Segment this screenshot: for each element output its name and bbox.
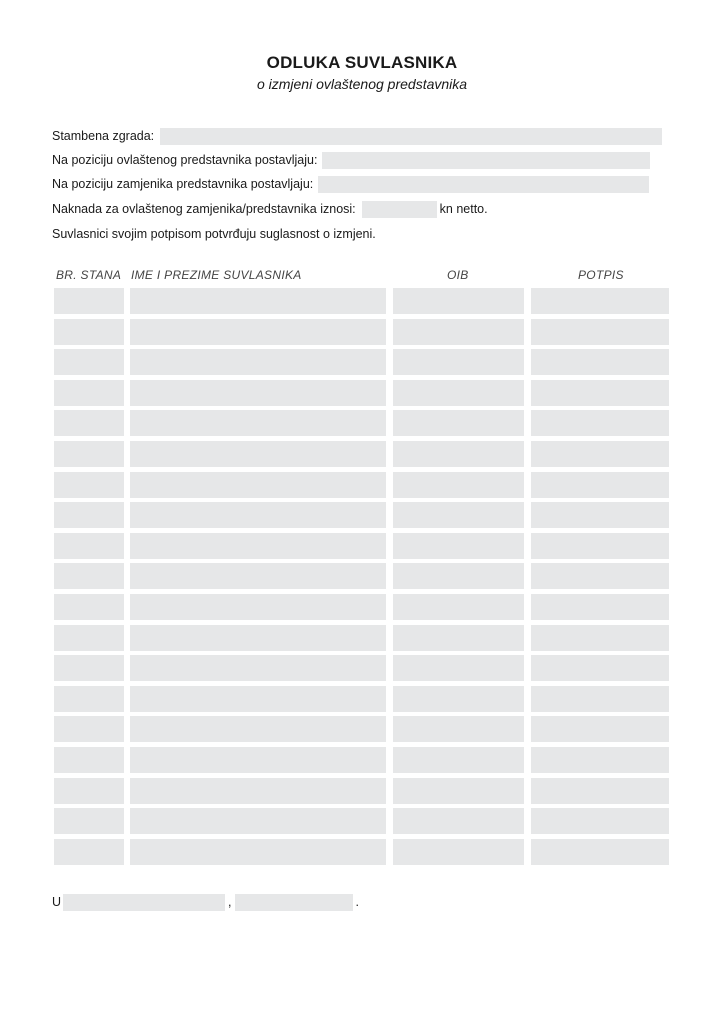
oib-cell[interactable] — [393, 839, 524, 865]
deputy-row — [52, 175, 649, 193]
signature-cell[interactable] — [531, 625, 669, 651]
signature-cell[interactable] — [531, 319, 669, 345]
document-subtitle: o izmjeni ovlaštenog predstavnika — [256, 76, 468, 92]
building-row — [52, 127, 662, 145]
owner-name-cell[interactable] — [130, 441, 386, 467]
signature-cell[interactable] — [531, 380, 669, 406]
oib-cell[interactable] — [393, 533, 524, 559]
oib-cell[interactable] — [393, 319, 524, 345]
comma: , — [228, 895, 232, 909]
signature-cell[interactable] — [531, 839, 669, 865]
deputy-label: Na poziciju zamjenika predstavnika postavljaju: — [52, 177, 314, 191]
apartment-number-cell[interactable] — [54, 839, 124, 865]
owner-name-cell[interactable] — [130, 594, 386, 620]
oib-cell[interactable] — [393, 502, 524, 528]
owner-name-cell[interactable] — [130, 808, 386, 834]
oib-cell[interactable] — [393, 349, 524, 375]
signature-cell[interactable] — [531, 594, 669, 620]
representative-label: Na poziciju ovlaštenog predstavnika postavljaju: — [52, 153, 318, 167]
apartment-number-cell[interactable] — [54, 441, 124, 467]
representative-row — [52, 151, 650, 169]
signature-cell[interactable] — [531, 747, 669, 773]
owner-name-cell[interactable] — [130, 625, 386, 651]
place-date-line — [52, 893, 359, 911]
place-prefix: U — [52, 895, 62, 909]
signature-cell[interactable] — [531, 288, 669, 314]
owner-name-cell[interactable] — [130, 839, 386, 865]
owner-name-cell[interactable] — [130, 319, 386, 345]
oib-cell[interactable] — [393, 594, 524, 620]
apartment-number-cell[interactable] — [54, 778, 124, 804]
owner-name-cell[interactable] — [130, 472, 386, 498]
signature-cell[interactable] — [531, 349, 669, 375]
apartment-number-cell[interactable] — [54, 563, 124, 589]
consent-text: Suvlasnici svojim potpisom potvrđuju suglasnost o izmjeni. — [52, 227, 376, 241]
apartment-number-cell[interactable] — [54, 686, 124, 712]
fee-suffix: kn netto. — [439, 202, 488, 216]
apartment-number-cell[interactable] — [54, 808, 124, 834]
signature-cell[interactable] — [531, 716, 669, 742]
oib-cell[interactable] — [393, 563, 524, 589]
oib-cell[interactable] — [393, 472, 524, 498]
deputy-input[interactable] — [318, 176, 649, 193]
owner-name-cell[interactable] — [130, 747, 386, 773]
oib-cell[interactable] — [393, 747, 524, 773]
signature-cell[interactable] — [531, 533, 669, 559]
apartment-number-cell[interactable] — [54, 380, 124, 406]
header-oib: OIB — [447, 268, 469, 282]
oib-cell[interactable] — [393, 625, 524, 651]
header-owner-name: IME I PREZIME SUVLASNIKA — [131, 268, 302, 282]
apartment-number-cell[interactable] — [54, 472, 124, 498]
header-apartment-number: BR. STANA — [56, 268, 122, 282]
date-input[interactable] — [235, 894, 353, 911]
apartment-number-cell[interactable] — [54, 533, 124, 559]
apartment-number-cell[interactable] — [54, 288, 124, 314]
apartment-number-cell[interactable] — [54, 502, 124, 528]
apartment-number-cell[interactable] — [54, 319, 124, 345]
owner-name-cell[interactable] — [130, 778, 386, 804]
signature-cell[interactable] — [531, 563, 669, 589]
consent-row — [52, 225, 376, 243]
apartment-number-cell[interactable] — [54, 716, 124, 742]
oib-cell[interactable] — [393, 288, 524, 314]
owner-name-cell[interactable] — [130, 349, 386, 375]
header-signature: POTPIS — [578, 268, 624, 282]
place-input[interactable] — [63, 894, 225, 911]
building-input[interactable] — [160, 128, 662, 145]
oib-cell[interactable] — [393, 380, 524, 406]
oib-cell[interactable] — [393, 716, 524, 742]
owner-name-cell[interactable] — [130, 380, 386, 406]
owner-name-cell[interactable] — [130, 410, 386, 436]
owner-name-cell[interactable] — [130, 502, 386, 528]
apartment-number-cell[interactable] — [54, 349, 124, 375]
representative-input[interactable] — [322, 152, 650, 169]
apartment-number-cell[interactable] — [54, 410, 124, 436]
owner-name-cell[interactable] — [130, 563, 386, 589]
oib-cell[interactable] — [393, 778, 524, 804]
signature-cell[interactable] — [531, 472, 669, 498]
owner-name-cell[interactable] — [130, 288, 386, 314]
oib-cell[interactable] — [393, 410, 524, 436]
owner-name-cell[interactable] — [130, 686, 386, 712]
oib-cell[interactable] — [393, 655, 524, 681]
fee-input[interactable] — [362, 201, 437, 218]
signature-cell[interactable] — [531, 441, 669, 467]
signature-cell[interactable] — [531, 778, 669, 804]
apartment-number-cell[interactable] — [54, 625, 124, 651]
owner-name-cell[interactable] — [130, 533, 386, 559]
oib-cell[interactable] — [393, 808, 524, 834]
fee-label: Naknada za ovlaštenog zamjenika/predstavnika iznosi: — [52, 202, 356, 216]
apartment-number-cell[interactable] — [54, 655, 124, 681]
owner-name-cell[interactable] — [130, 716, 386, 742]
document-title: ODLUKA SUVLASNIKA — [266, 53, 458, 72]
signature-cell[interactable] — [531, 410, 669, 436]
signature-cell[interactable] — [531, 808, 669, 834]
apartment-number-cell[interactable] — [54, 747, 124, 773]
oib-cell[interactable] — [393, 686, 524, 712]
period: . — [355, 895, 359, 909]
signature-cell[interactable] — [531, 686, 669, 712]
signature-cell[interactable] — [531, 655, 669, 681]
building-label: Stambena zgrada: — [52, 129, 155, 143]
oib-cell[interactable] — [393, 441, 524, 467]
fee-row — [52, 200, 488, 218]
apartment-number-cell[interactable] — [54, 594, 124, 620]
owner-name-cell[interactable] — [130, 655, 386, 681]
signature-cell[interactable] — [531, 502, 669, 528]
